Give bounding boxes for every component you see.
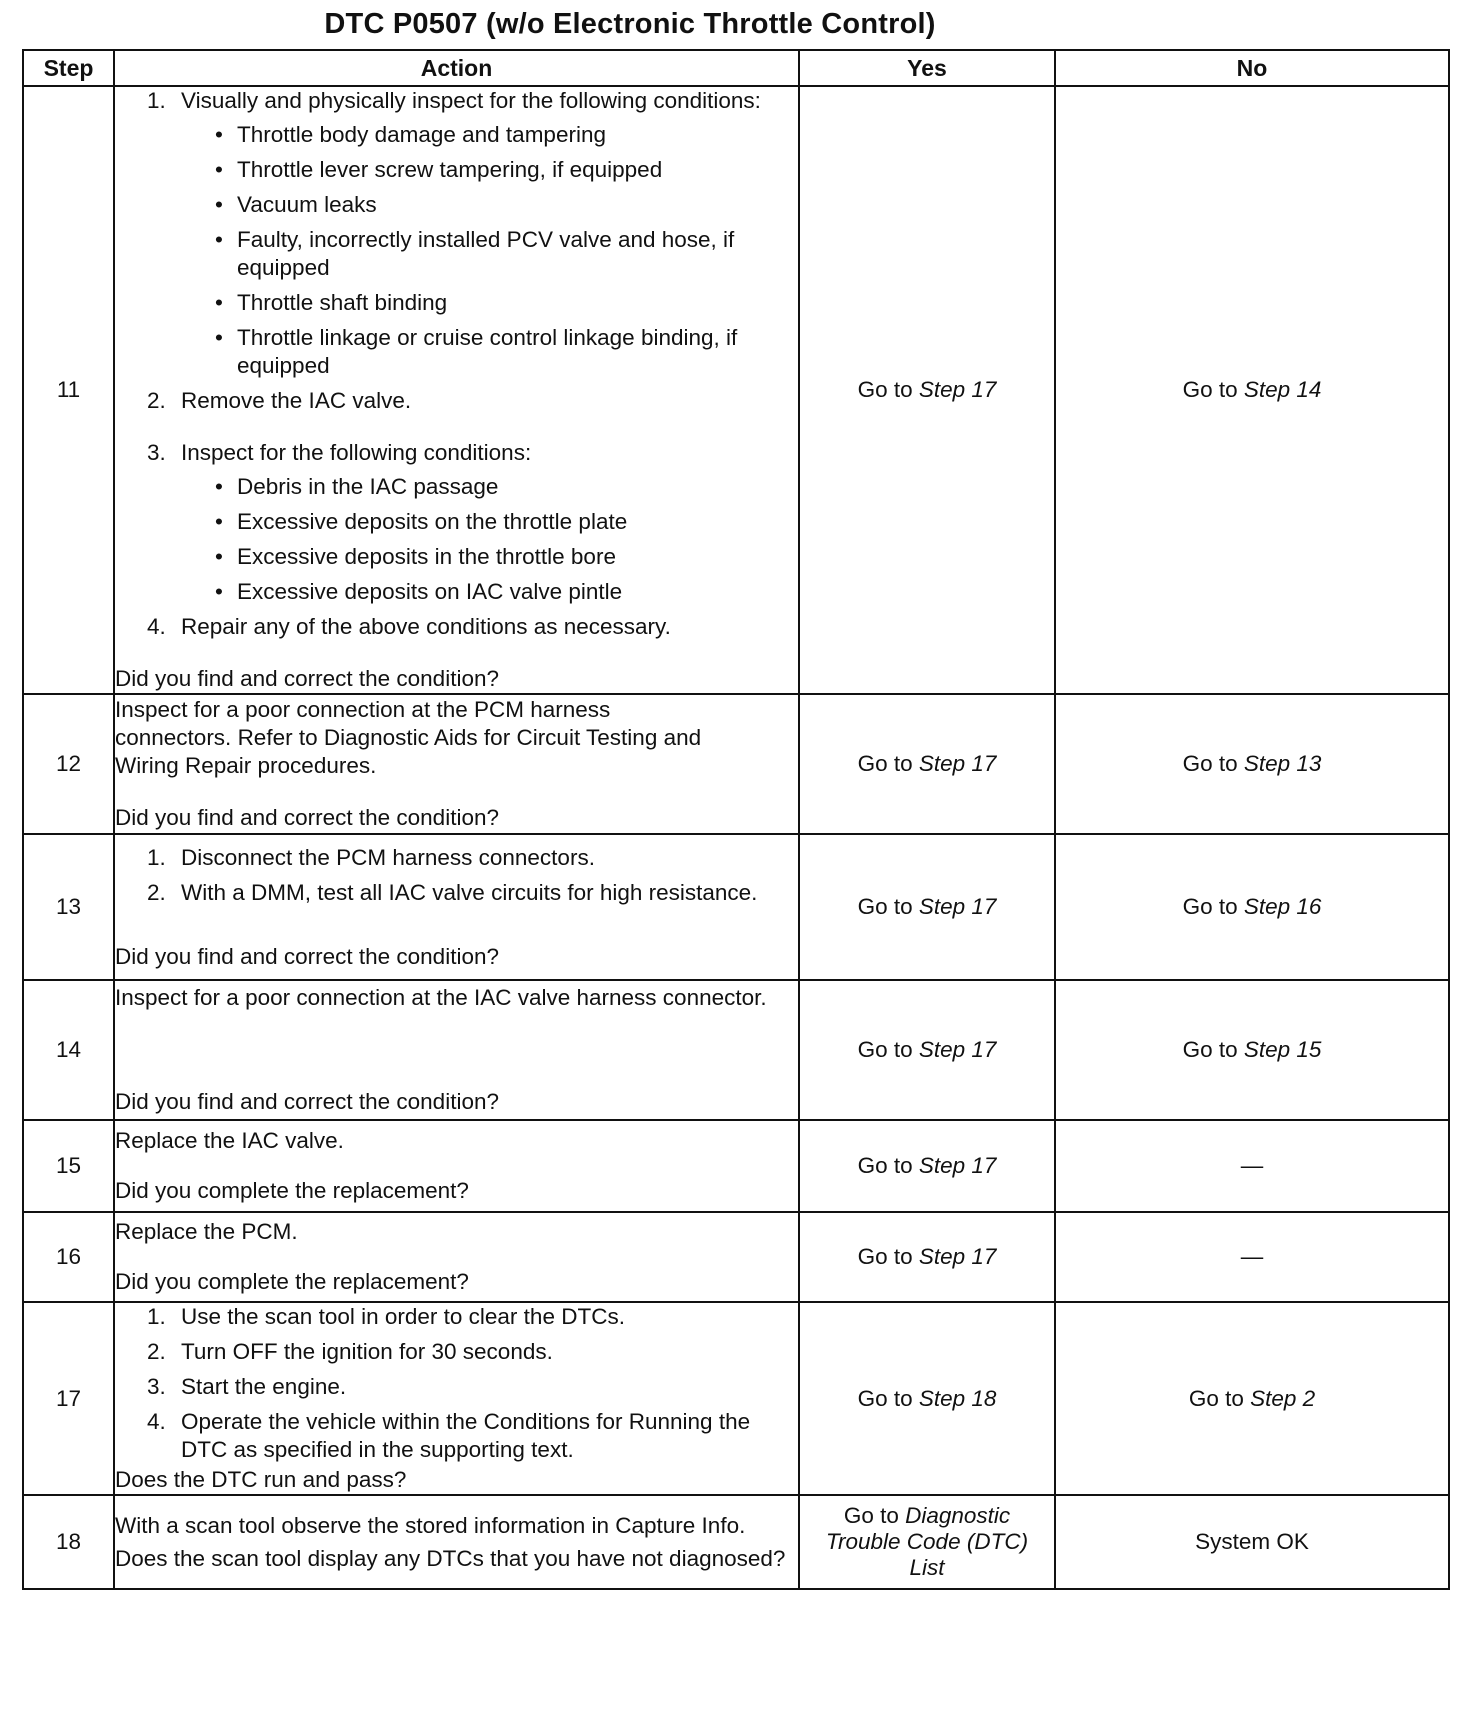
yes-cell: Go to Step 17 xyxy=(799,86,1055,694)
header-row xyxy=(23,50,1449,86)
step-reference: Step 17 xyxy=(918,751,997,776)
question-text: Does the scan tool display any DTCs that you have not diagnosed? xyxy=(115,1546,786,1571)
list-item: 1. Visually and physically inspect for the following conditions: • Throttle body damage and tampering • Throttle lever screw tampering, if equipped • Vacuum leaks • Faulty, incorrectly installed PCV valve and hose, if equipped • Throttle shaft binding • Throttle linkage or cruise control linkage binding, if equipped xyxy=(147,87,798,380)
action-cell xyxy=(114,1302,799,1495)
step-number: 17 xyxy=(23,1302,114,1495)
list-item: 4. Repair any of the above conditions as necessary. xyxy=(147,614,671,639)
action-text: With a scan tool observe the stored information in Capture Info. xyxy=(115,1513,746,1538)
action-text: Replace the IAC valve. xyxy=(115,1128,344,1153)
no-action-dash: — xyxy=(1240,1244,1264,1269)
no-column-header: No xyxy=(1055,50,1449,86)
action-text: Inspect for a poor connection at the IAC valve harness connector. xyxy=(115,985,767,1010)
action-text: Replace the PCM. xyxy=(115,1219,298,1244)
list-item: 2. Turn OFF the ignition for 30 seconds. xyxy=(147,1339,553,1364)
step-reference: Step 13 xyxy=(1243,751,1322,776)
action-steps-list xyxy=(115,87,798,641)
question-text: Did you complete the replacement? xyxy=(115,1269,469,1294)
no-cell: Go to Step 13 xyxy=(1055,694,1449,834)
no-cell: Go to Step 15 xyxy=(1055,980,1449,1120)
table-row-step-12 xyxy=(23,694,1449,834)
list-item: 1. Use the scan tool in order to clear the DTCs. xyxy=(147,1304,625,1329)
step-number: 14 xyxy=(23,980,114,1120)
step-number: 13 xyxy=(23,834,114,980)
list-item: • Throttle shaft binding xyxy=(215,289,798,317)
step-reference: Step 2 xyxy=(1250,1385,1316,1411)
list-item: • Throttle linkage or cruise control linkage binding, if equipped xyxy=(215,324,798,380)
step-reference: Step 17 xyxy=(918,377,997,402)
table-row-step-17 xyxy=(23,1302,1449,1495)
list-item: • Excessive deposits on IAC valve pintle xyxy=(215,578,798,606)
question-text: Did you find and correct the condition? xyxy=(115,805,499,830)
no-cell xyxy=(1055,1120,1449,1212)
list-item: • Vacuum leaks xyxy=(215,191,798,219)
step-reference: Step 16 xyxy=(1243,894,1322,919)
table-row-step-13 xyxy=(23,834,1449,980)
step-reference: Step 17 xyxy=(918,894,997,919)
step-number: 11 xyxy=(23,86,114,694)
table-row-step-14 xyxy=(23,980,1449,1120)
yes-cell: Go to Step 17 xyxy=(799,834,1055,980)
action-cell xyxy=(114,834,799,980)
action-cell xyxy=(114,694,799,834)
yes-cell: Go to Step 17 xyxy=(799,694,1055,834)
list-item: 2. With a DMM, test all IAC valve circuits for high resistance. xyxy=(147,879,758,905)
list-item: • Debris in the IAC passage xyxy=(215,473,798,501)
action-text: Inspect for a poor connection at the PCM harness connectors. Refer to Diagnostic Aids for Circuit Testing and Wiring Repair procedures. xyxy=(115,697,702,778)
table-row-step-18 xyxy=(23,1495,1449,1589)
action-cell xyxy=(114,86,799,694)
no-action-dash: — xyxy=(1240,1153,1264,1178)
step-reference: Step 17 xyxy=(918,1153,997,1178)
list-item: 4. Operate the vehicle within the Conditions for Running the DTC as specified in the supporting text. xyxy=(147,1409,751,1462)
step-reference: Step 15 xyxy=(1243,1037,1322,1062)
system-ok-text: System OK xyxy=(1195,1529,1309,1554)
list-item: 1. Disconnect the PCM harness connectors. xyxy=(147,844,595,870)
conditions-list xyxy=(181,121,798,380)
action-steps-list xyxy=(115,1303,798,1464)
action-cell xyxy=(114,980,799,1120)
question-text: Did you find and correct the condition? xyxy=(115,666,499,691)
step-column-header: Step xyxy=(23,50,114,86)
list-item: 3. Inspect for the following conditions: • Debris in the IAC passage • Excessive deposits on the throttle plate • Excessive deposits in the throttle bore • Excessive deposits on IAC valve pintle xyxy=(147,439,798,606)
yes-cell: Go to Diagnostic Trouble Code (DTC) List xyxy=(799,1495,1055,1589)
list-item: • Throttle lever screw tampering, if equipped xyxy=(215,156,798,184)
question-text: Did you find and correct the condition? xyxy=(115,1089,499,1114)
yes-cell: Go to Step 17 xyxy=(799,1212,1055,1302)
yes-cell: Go to Step 18 xyxy=(799,1302,1055,1495)
step-number: 16 xyxy=(23,1212,114,1302)
table-row-step-15 xyxy=(23,1120,1449,1212)
action-steps-list xyxy=(115,844,798,907)
table-row-step-11 xyxy=(23,86,1449,694)
diagnostic-table xyxy=(22,49,1450,1590)
yes-cell: Go to Step 17 xyxy=(799,1120,1055,1212)
action-cell xyxy=(114,1212,799,1302)
no-cell xyxy=(1055,1495,1449,1589)
list-item: • Excessive deposits on the throttle plate xyxy=(215,508,798,536)
question-text: Does the DTC run and pass? xyxy=(115,1467,407,1492)
step-reference: Step 17 xyxy=(918,1244,997,1269)
action-column-header: Action xyxy=(114,50,799,86)
step-reference: Step 18 xyxy=(918,1385,997,1411)
conditions-list xyxy=(181,473,798,606)
page-title: DTC P0507 (w/o Electronic Throttle Control) xyxy=(324,8,936,40)
dtc-list-reference: Diagnostic Trouble Code (DTC) List xyxy=(825,1503,1029,1580)
list-item: 3. Start the engine. xyxy=(147,1374,347,1399)
step-number: 15 xyxy=(23,1120,114,1212)
action-cell xyxy=(114,1495,799,1589)
yes-cell: Go to Step 17 xyxy=(799,980,1055,1120)
step-number: 18 xyxy=(23,1495,114,1589)
yes-column-header: Yes xyxy=(799,50,1055,86)
step-reference: Step 17 xyxy=(918,1037,997,1062)
step-reference: Step 14 xyxy=(1243,377,1322,402)
list-item: • Excessive deposits in the throttle bore xyxy=(215,543,798,571)
question-text: Did you find and correct the condition? xyxy=(115,943,499,969)
step-number: 12 xyxy=(23,694,114,834)
no-cell: Go to Step 16 xyxy=(1055,834,1449,980)
no-cell: Go to Step 14 xyxy=(1055,86,1449,694)
list-item: • Faulty, incorrectly installed PCV valve and hose, if equipped xyxy=(215,226,798,282)
no-cell: Go to Step 2 xyxy=(1055,1302,1449,1495)
list-item: • Throttle body damage and tampering xyxy=(215,121,798,149)
table-row-step-16 xyxy=(23,1212,1449,1302)
action-cell xyxy=(114,1120,799,1212)
no-cell xyxy=(1055,1212,1449,1302)
question-text: Did you complete the replacement? xyxy=(115,1178,469,1203)
list-item: 2. Remove the IAC valve. xyxy=(147,388,412,413)
